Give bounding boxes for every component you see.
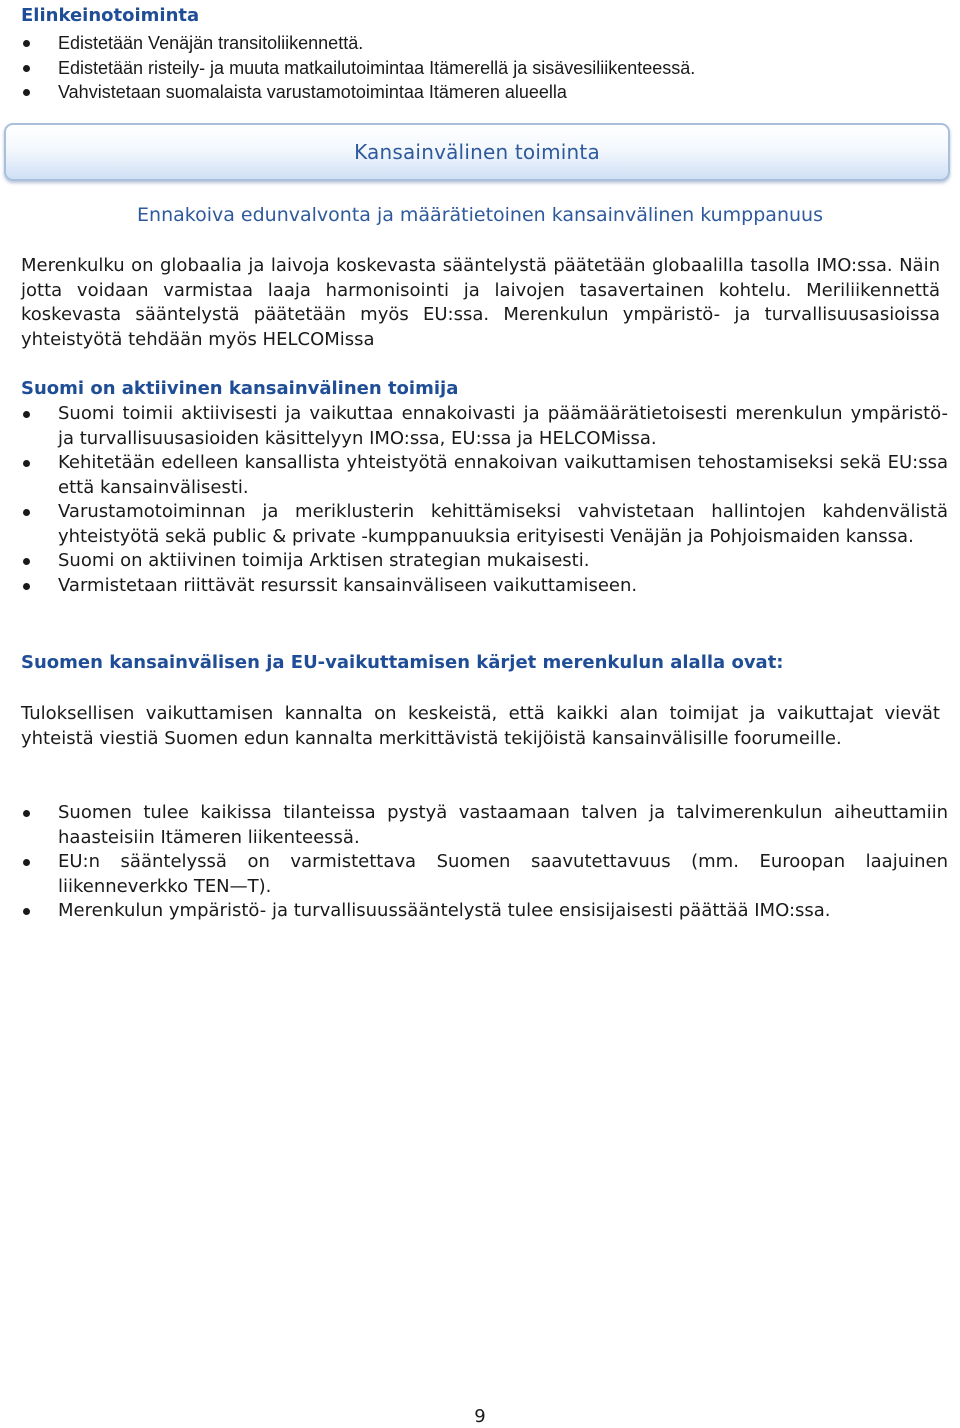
list-item: Vahvistetaan suomalaista varustamotoimintaa Itämeren alueella — [0, 80, 960, 105]
section-heading-aktiivinen-toimija: Suomi on aktiivinen kansainvälinen toimija — [21, 378, 459, 399]
chapter-banner — [4, 123, 950, 181]
bullet-icon — [23, 460, 30, 467]
bullet-icon — [23, 411, 30, 418]
section-heading-elinkeinotoiminta: Elinkeinotoiminta — [21, 5, 200, 26]
section-heading-karjet: Suomen kansainvälisen ja EU-vaikuttamisen kärjet merenkulun alalla ovat: — [21, 652, 784, 673]
list-item: EU:n sääntelyssä on varmistettava Suomen saavutettavuus (mm. Euroopan laajuinen liikenneverkko TEN—T). — [0, 850, 960, 899]
bullet-list-aktiivinen-toimija — [0, 402, 960, 598]
list-item: Kehitetään edelleen kansallista yhteistyötä ennakoivan vaikuttamisen tehostamiseksi sekä EU:ssa että kansainvälisesti. — [0, 451, 960, 500]
bullet-icon — [23, 89, 30, 96]
page-number: 9 — [474, 1406, 486, 1427]
bullet-icon — [23, 810, 30, 817]
chapter-subheading: Ennakoiva edunvalvonta ja määrätietoinen kansainvälinen kumppanuus — [137, 204, 823, 226]
list-item: Merenkulun ympäristö- ja turvallisuussääntelystä tulee ensisijaisesti päättää IMO:ssa. — [0, 899, 960, 924]
bullet-icon — [23, 558, 30, 565]
bullet-icon — [23, 908, 30, 915]
list-item: Edistetään risteily- ja muuta matkailutoimintaa Itämerellä ja sisävesiliikenteessä. — [0, 56, 960, 81]
section3-paragraph: Tuloksellisen vaikuttamisen kannalta on keskeistä, että kaikki alan toimijat ja vaikuttajat vievät yhteistä viestiä Suomen edun kannalta merkittävistä tekijöistä kansainvälisille foorumeille. — [21, 703, 940, 749]
list-item: Suomen tulee kaikissa tilanteissa pystyä vastaamaan talven ja talvimerenkulun aiheuttamiin haasteisiin Itämeren liikenteessä. — [0, 801, 960, 850]
list-item: Edistetään Venäjän transitoliikennettä. — [0, 31, 960, 56]
bullet-icon — [23, 65, 30, 72]
bullet-icon — [23, 859, 30, 866]
bullet-icon — [23, 509, 30, 516]
bullet-icon — [23, 40, 30, 47]
intro-paragraph: Merenkulku on globaalia ja laivoja koskevasta sääntelystä päätetään globaalilla tasolla IMO:ssa. Näin jotta voidaan varmistaa laaja harmonisointi ja laivojen tasavertainen kohtelu. Meriliikennettä koskevasta sääntelystä päätetään myös EU:ssa. Merenkulun ympäristö- ja turvallisuusasioissa yhteistyötä tehdään myös HELCOMissa — [21, 255, 940, 350]
banner-title: Kansainvälinen toiminta — [354, 140, 600, 164]
list-item: Suomi toimii aktiivisesti ja vaikuttaa ennakoivasti ja päämäärätietoisesti merenkulun ympäristö- ja turvallisuusasioiden käsittelyyn IMO:ssa, EU:ssa ja HELCOMissa. — [0, 402, 960, 451]
list-item: Varmistetaan riittävät resurssit kansainväliseen vaikuttamiseen. — [0, 574, 960, 599]
bullet-list-elinkeinotoiminta — [0, 31, 960, 105]
list-item: Suomi on aktiivinen toimija Arktisen strategian mukaisesti. — [0, 549, 960, 574]
bullet-icon — [23, 583, 30, 590]
list-item: Varustamotoiminnan ja meriklusterin kehittämiseksi vahvistetaan hallintojen kahdenvälistä yhteistyötä sekä public & private -kumppanuuksia erityisesti Venäjän ja Pohjoismaiden kanssa. — [0, 500, 960, 549]
bullet-list-karjet — [0, 801, 960, 924]
